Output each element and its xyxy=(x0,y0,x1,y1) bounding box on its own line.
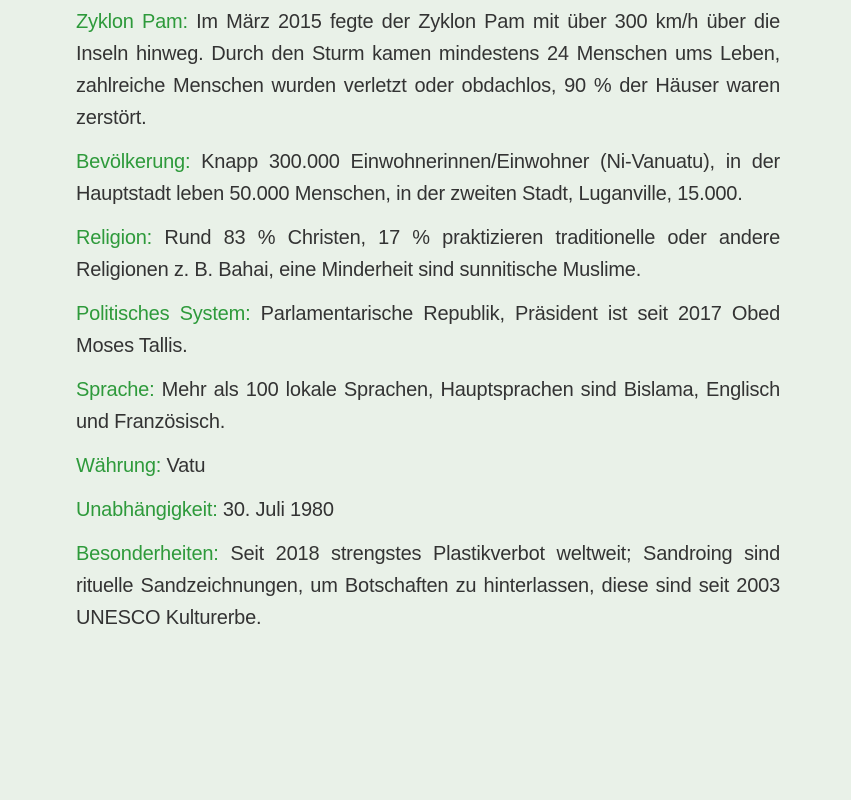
fact-label: Unabhängigkeit: xyxy=(76,499,218,521)
fact-text: Mehr als 100 lokale Sprachen, Hauptsprachen sind Bislama, Englisch und Französisch. xyxy=(76,379,780,433)
fact-text: Rund 83 % Christen, 17 % praktizieren traditionelle oder andere Religionen z. B. Bahai, eine Minderheit sind sunnitische Muslime. xyxy=(76,227,781,281)
fact-text: Vatu xyxy=(166,455,206,477)
fact-text: Parlamentarische Republik, Präsident ist seit 2017 Obed Moses Tallis. xyxy=(76,303,780,357)
fact-label: Währung: xyxy=(76,455,162,477)
fact-text: 30. Juli 1980 xyxy=(222,499,334,521)
fact-label: Besonderheiten: xyxy=(76,543,219,565)
fact-special-features xyxy=(76,538,780,634)
fact-label: Religion: xyxy=(76,227,153,249)
fact-text: Seit 2018 strengstes Plastikverbot weltweit; Sandroing sind rituelle Sandzeichnungen, um Botschaften zu hinterlassen, diese sind seit 2003 UNESCO Kulturerbe. xyxy=(76,543,780,629)
fact-political-system xyxy=(76,298,780,362)
fact-text: Im März 2015 fegte der Zyklon Pam mit über 300 km/h über die Inseln hinweg. Durch den Sturm kamen mindestens 24 Menschen ums Leben, zahlreiche Menschen wurden verletzt oder obdachlos, 90 % der Häuser waren zerstört. xyxy=(76,11,780,129)
fact-label: Bevölkerung: xyxy=(76,151,191,173)
country-facts-list xyxy=(76,6,780,646)
fact-independence xyxy=(76,494,780,526)
fact-language xyxy=(76,374,780,438)
fact-cyclone-pam xyxy=(76,6,780,134)
fact-currency xyxy=(76,450,780,482)
fact-population xyxy=(76,146,780,210)
fact-religion xyxy=(76,222,780,286)
fact-text: Knapp 300.000 Einwohnerinnen/Einwohner (Ni-Vanuatu), in der Hauptstadt leben 50.000 Menschen, in der zweiten Stadt, Luganville, 15.000. xyxy=(76,151,781,205)
fact-label: Sprache: xyxy=(76,379,155,401)
fact-label: Politisches System: xyxy=(76,303,251,325)
fact-label: Zyklon Pam: xyxy=(76,11,188,33)
